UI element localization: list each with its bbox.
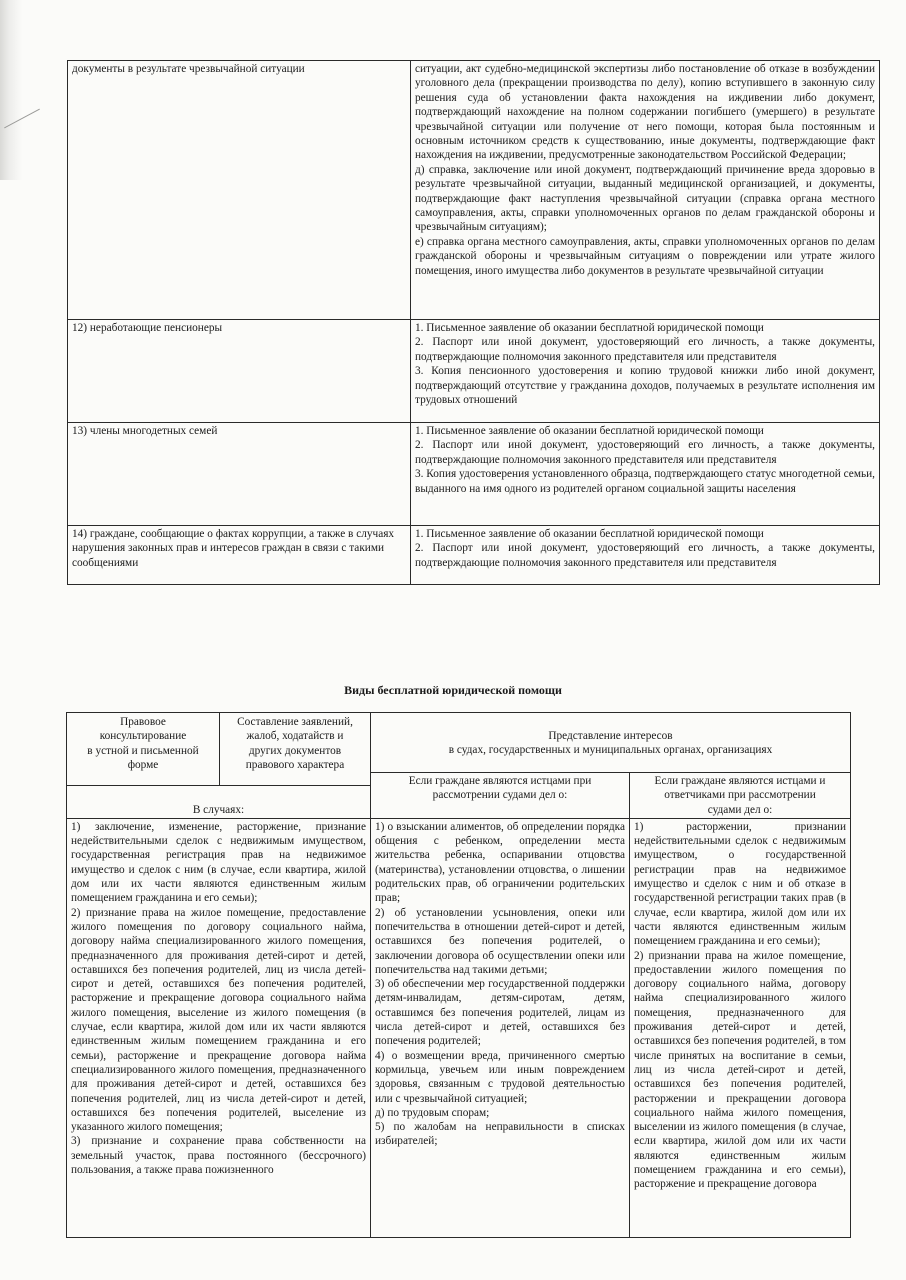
table-row	[68, 423, 880, 526]
plaintiff-defendant-cases-text: 1) расторжении, признании недействительными сделок с недвижимым имуществом, о государственной регистрации прав на недвижимое имущество и сделок с ним и об отказе в государственной регистрации таких прав (в случае, если квартира, жилой дом или их части являются единственным жилым помещением гражданина и его семьи); 2) признании права на жилое помещение, предоставлении жилого помещения по договору социального найма, договору найма специализированного жилого помещения, предназначенного для проживания детей-сирот и детей, оставшихся без попечения родителей, в том числе принятых на воспитание в семьи, лиц из числа детей-сирот и детей, оставшихся без попечения родителей, расторжении и прекращении договора социального найма жилого помещения, выселении из жилого помещения (в случае, если квартира, жилой дом или их части являются единственным жилым помещением гражданина и его семьи), расторжение и прекращение договора	[634, 820, 846, 1191]
table-row	[68, 526, 880, 585]
header-consulting: Правовое консультирование в устной и письменной форме	[67, 713, 220, 786]
category-text: документы в результате чрезвычайной ситуации	[72, 63, 305, 75]
documents-cell	[411, 526, 880, 585]
documents-table	[67, 60, 880, 585]
cases-list-cell	[67, 818, 371, 1237]
documents-cell	[411, 61, 880, 320]
table-row	[68, 61, 880, 320]
subheader-plaintiffs-defendants: Если граждане являются истцами и ответчиками при рассмотрении судами дел о:	[630, 773, 851, 819]
scan-edge-shadow	[0, 0, 22, 180]
documents-text: 1. Письменное заявление об оказании бесплатной юридической помощи 2. Паспорт или иной документ, удостоверяющий его личность, а также документы, подтверждающие полномочия законного представителя или представителя	[415, 528, 875, 569]
documents-text: 1. Письменное заявление об оказании бесплатной юридической помощи 2. Паспорт или иной документ, удостоверяющий его личность, а также документы, подтверждающие полномочия законного представителя или представителя 3. Копия пенсионного удостоверения и копию трудовой книжки либо иной документ, подтверждающий отсутствие у гражданина доходов, получаемых в результате исполнения им трудовых отношений	[415, 322, 875, 407]
legal-aid-types-table	[66, 712, 851, 1238]
plaintiff-cases-cell	[371, 818, 630, 1237]
header-representation: Представление интересов в судах, государственных и муниципальных органах, организациях	[371, 713, 851, 773]
body-row	[67, 818, 851, 1237]
subheader-plaintiffs: Если граждане являются истцами при рассмотрении судами дел о:	[371, 773, 630, 819]
category-text: 14) граждане, сообщающие о фактах коррупции, а также в случаях нарушения законных прав и интересов граждан в связи с такими сообщениями	[72, 528, 395, 569]
cases-list-text: 1) заключение, изменение, расторжение, признание недействительными сделок с недвижимым имуществом, государственная регистрация прав на недвижимое имущество и сделок с ним (в случае, если квартира, жилой дом или их части являются единственным жилым помещением гражданина и его семьи); 2) признание права на жилое помещение, предоставление жилого помещения по договору социального найма, договору найма специализированного жилого помещения, предназначенного для проживания детей-сирот и детей, оставшихся без попечения родителей, лиц из числа детей-сирот и детей, оставшихся без попечения родителей, расторжение и прекращение договора социального найма жилого помещения, выселение из жилого помещения (в случае, если квартира, жилой дом или их части являются единственным жилым помещением гражданина и его семьи), расторжение и прекращение договора найма специализированного жилого помещения, предназначенного для проживания детей-сирот и детей, оставшихся без попечения родителей, лиц из числа детей-сирот и детей, оставшихся без попечения родителей, выселение из указанного жилого помещения; 3) признание и сохранение права собственности на земельный участок, права постоянного (бессрочного) пользования, а также права пожизненного	[71, 820, 366, 1177]
cases-label: В случаях:	[67, 785, 371, 818]
category-text: 13) члены многодетных семей	[72, 425, 218, 437]
documents-text: 1. Письменное заявление об оказании бесплатной юридической помощи 2. Паспорт или иной документ, удостоверяющий его личность, а также документы, подтверждающие полномочия законного представителя или представителя 3. Копия удостоверения установленного образца, подтверждающего статус многодетной семьи, выданного на имя одного из родителей органом социальной защиты населения	[415, 425, 875, 495]
documents-text: ситуации, акт судебно-медицинской экспертизы либо постановление об отказе в возбуждении уголовного дела (прекращении производства по делу), копию вступившего в законную силу решения суда об установлении факта нахождения на иждивении либо документ, подтверждающий нахождение на полном содержании погибшего (умершего) в результате чрезвычайной ситуации или получение от него помощи, которая была постоянным и основным источником средств к существованию, иные документы, подтверждающие факт нахождения на иждивении, предусмотренные законодательством Российской Федерации; д) справка, заключение или иной документ, подтверждающий причинение вреда здоровью в результате чрезвычайной ситуации, выданный медицинской организацией, и документы, подтверждающие факт наступления чрезвычайной ситуации (справка органа местного самоуправления, акты, справки уполномоченных органов по делам гражданской обороны и чрезвычайным ситуациям); е) справка органа местного самоуправления, акты, справки уполномоченных органов по делам гражданской обороны и чрезвычайным ситуациям о повреждении или утрате жилого помещения, иного имущества либо документов в результате чрезвычайной ситуации	[415, 63, 875, 277]
documents-cell	[411, 423, 880, 526]
documents-cell	[411, 320, 880, 423]
category-text: 12) неработающие пенсионеры	[72, 322, 223, 334]
header-row	[67, 713, 851, 773]
header-drafting: Составление заявлений, жалоб, ходатайств и других документов правового характера	[220, 713, 371, 786]
table-row	[68, 320, 880, 423]
plaintiff-defendant-cases-cell	[630, 818, 851, 1237]
category-cell	[68, 526, 411, 585]
category-cell	[68, 61, 411, 320]
plaintiff-cases-text: 1) о взыскании алиментов, об определении порядка общения с ребенком, определении места жительства ребенка, оспаривании отцовства (материнства), установлении отцовства, о лишении родительских прав, об ограничении родительских прав; 2) об установлении усыновления, опеки или попечительства в отношении детей-сирот и детей, оставшихся без попечения родителей, о заключении договора об осуществлении опеки или попечительства над такими детьми; 3) об обеспечении мер государственной поддержки детям-инвалидам, детям-сиротам, детям, оставшимся без попечения родителей, лицам из числа детей-сирот и детей, оставшихся без попечения родителей; 4) о возмещении вреда, причиненного смертью кормильца, увечьем или иным повреждением здоровья, связанным с трудовой деятельностью или с чрезвычайной ситуацией; д) по трудовым спорам; 5) по жалобам на неправильности в списках избирателей;	[375, 820, 625, 1148]
section-title: Виды бесплатной юридической помощи	[344, 683, 562, 697]
category-cell	[68, 423, 411, 526]
category-cell	[68, 320, 411, 423]
